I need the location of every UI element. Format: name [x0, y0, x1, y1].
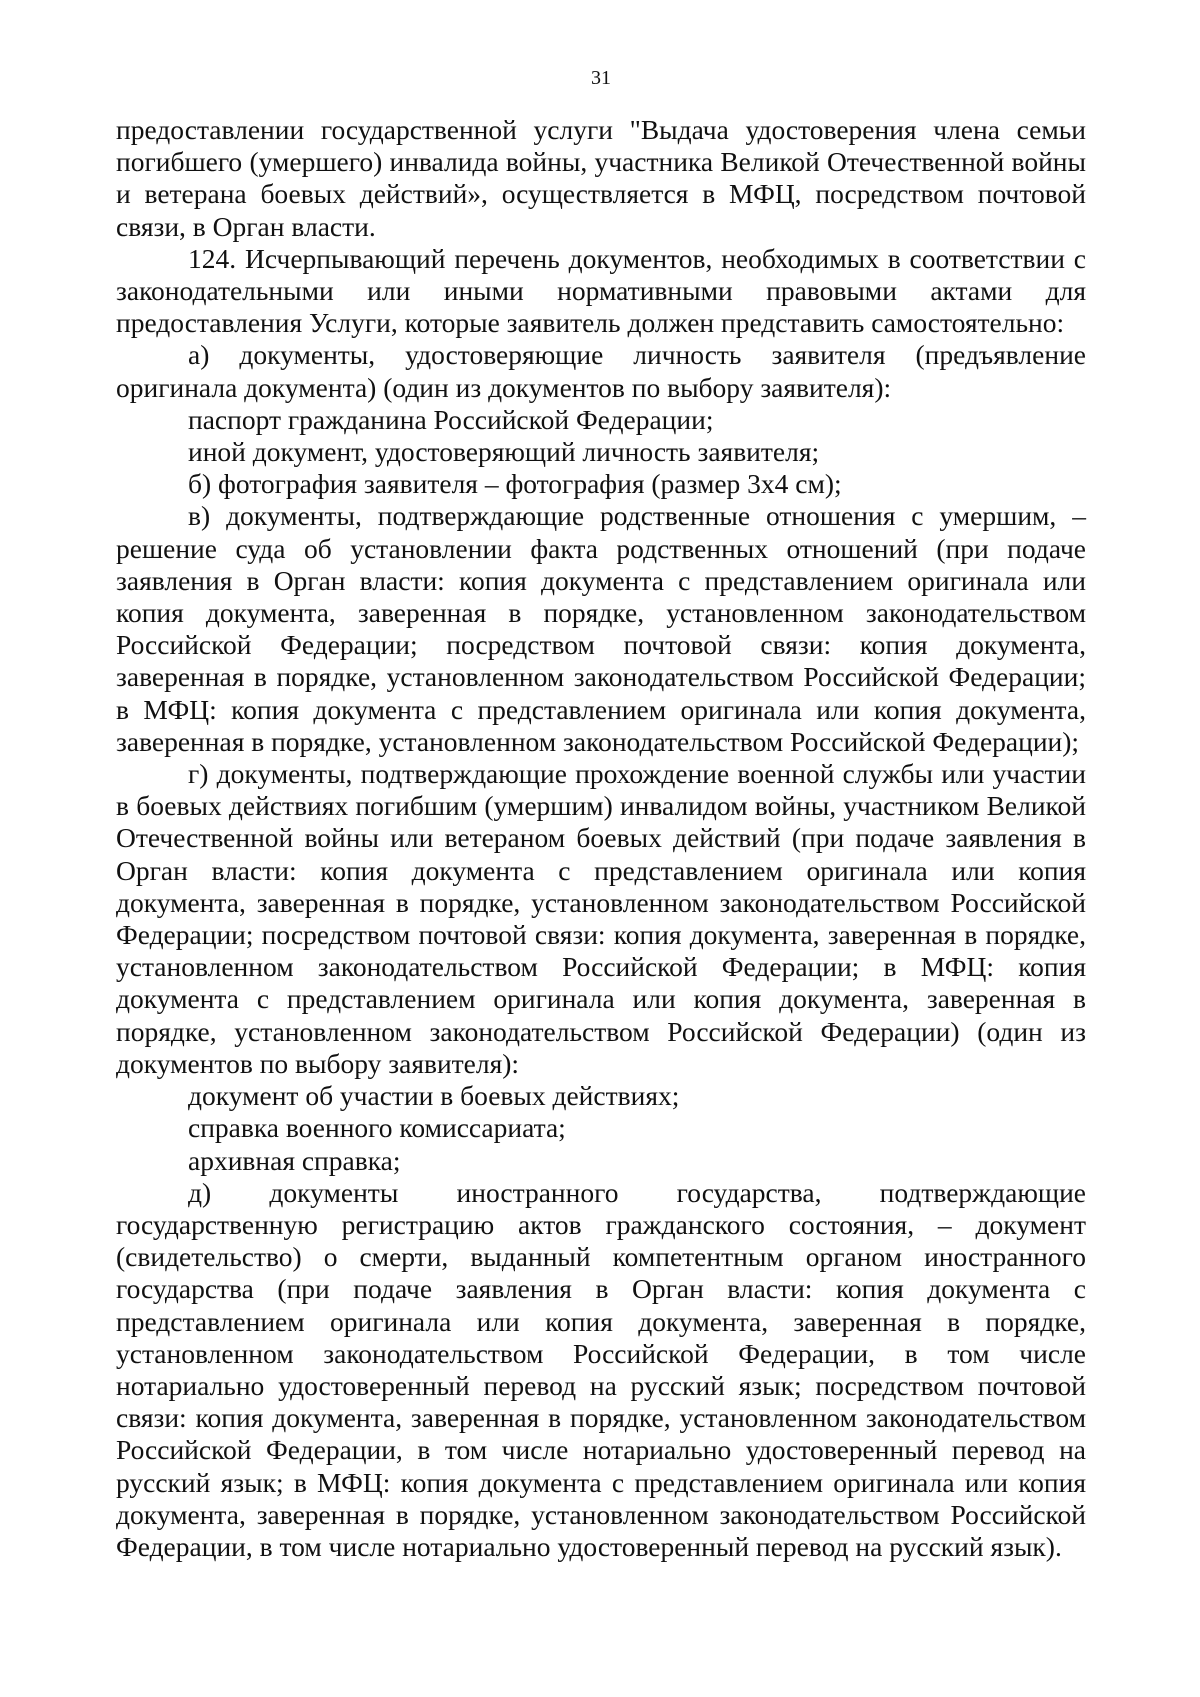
list-item-passport: паспорт гражданина Российской Федерации;	[188, 403, 714, 435]
page-number: 31	[591, 67, 611, 89]
document-page	[116, 66, 1086, 1563]
list-item-military-certificate: справка военного комиссариата;	[188, 1112, 566, 1144]
list-item-other-id: иной документ, удостоверяющий личность заявителя;	[188, 436, 820, 468]
paragraph-item-b: б) фотография заявителя – фотография (размер 3x4 см);	[188, 468, 842, 500]
paragraph-124: 124. Исчерпывающий перечень документов, необходимых в соответствии с законодательными или иными нормативными правовыми актами для предоставления Услуги, которые заявитель должен представить самостоятельно:	[116, 242, 1086, 339]
list-item-archive-certificate: архивная справка;	[188, 1144, 401, 1176]
document-body	[116, 114, 1086, 1563]
paragraph-item-d: д) документы иностранного государства, подтверждающие государственную регистрацию актов гражданского состояния, – документ (свидетельство) о смерти, выданный компетентным органом иностранного государства (при подаче заявления в Орган власти: копия документа с представлением оригинала или копия документа, заверенная в порядке, установленном законодательством Российской Федерации, в том числе нотариально удостоверенный перевод на русский язык; посредством почтовой связи: копия документа, заверенная в порядке, установленном законодательством Российской Федерации, в том числе нотариально удостоверенный перевод на русский язык; в МФЦ: копия документа с представлением оригинала или копия документа, заверенная в порядке, установленном законодательством Российской Федерации, в том числе нотариально удостоверенный перевод на русский язык).	[116, 1176, 1086, 1562]
paragraph-continuation: предоставлении государственной услуги "Выдача удостоверения члена семьи погибшего (умершего) инвалида войны, участника Великой Отечественной войны и ветерана боевых действий», осуществляется в МФЦ, посредством почтовой связи, в Орган власти.	[116, 114, 1086, 242]
paragraph-item-v: в) документы, подтверждающие родственные отношения с умершим, – решение суда об установлении факта родственных отношений (при подаче заявления в Орган власти: копия документа с представлением оригинала или копия документа, заверенная в порядке, установленном законодательством Российской Федерации; посредством почтовой связи: копия документа, заверенная в порядке, установленном законодательством Российской Федерации; в МФЦ: копия документа с представлением оригинала или копия документа, заверенная в порядке, установленном законодательством Российской Федерации);	[116, 500, 1086, 757]
paragraph-item-a: а) документы, удостоверяющие личность заявителя (предъявление оригинала документа) (один из документов по выбору заявителя):	[116, 339, 1086, 403]
paragraph-item-g: г) документы, подтверждающие прохождение военной службы или участии в боевых действиях погибшим (умершим) инвалидом войны, участником Великой Отечественной войны или ветераном боевых действий (при подаче заявления в Орган власти: копия документа с представлением оригинала или копия документа, заверенная в порядке, установленном законодательством Российской Федерации; посредством почтовой связи: копия документа, заверенная в порядке, установленном законодательством Российской Федерации; в МФЦ: копия документа с представлением оригинала или копия документа, заверенная в порядке, установленном законодательством Российской Федерации) (один из документов по выбору заявителя):	[116, 758, 1086, 1079]
list-item-combat-document: документ об участии в боевых действиях;	[188, 1080, 680, 1112]
